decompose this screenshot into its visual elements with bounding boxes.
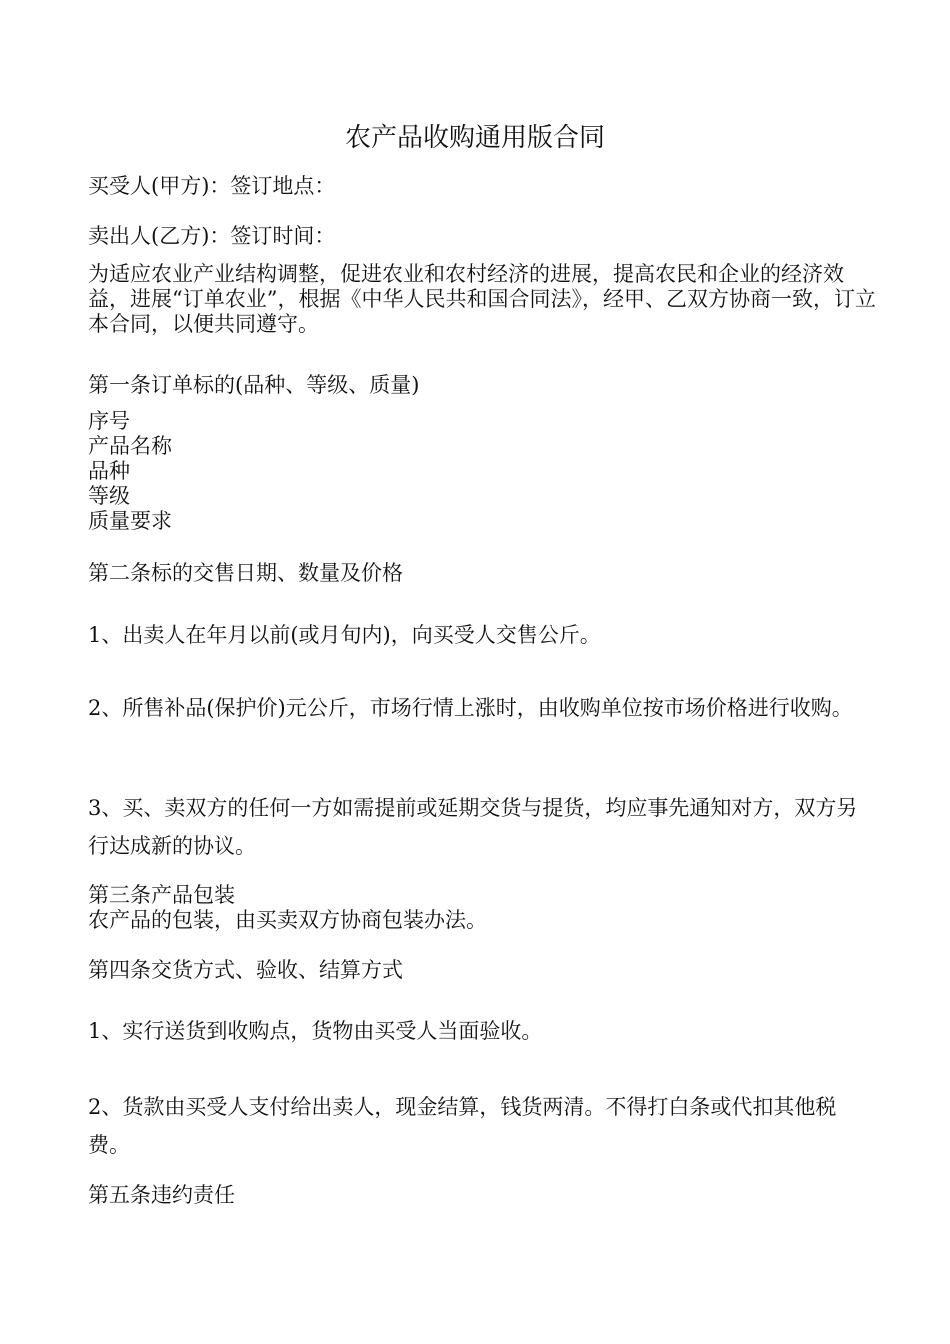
article2-item-1: 1、出卖人在年月以前(或月旬内)，向买受人交售公斤。 [88, 623, 601, 647]
article3-heading: 第三条产品包装 [88, 883, 235, 907]
document-title: 农产品收购通用版合同 [344, 123, 605, 153]
article2-item-2: 2、所售补品(保护价)元公斤，市场行情上涨时，由收购单位按市场价格进行收购。 [88, 696, 853, 720]
field-item-serial: 序号 [88, 409, 130, 433]
article2-heading: 第二条标的交售日期、数量及价格 [88, 561, 403, 585]
preamble-paragraph: 为适应农业产业结构调整，促进农业和农村经济的进展，提高农民和企业的经济效益，进展“订单农业”，根据《中华人民共和国合同法》，经甲、乙双方协商一致，订立本合同，以便共同遵守。 [88, 262, 876, 336]
article4-item-2: 2、货款由买受人支付给出卖人，现金结算，钱货两清。不得打白条或代扣其他税费。 [88, 1095, 837, 1157]
article1-field-list [88, 409, 172, 534]
article5-heading: 第五条违约责任 [88, 1183, 235, 1207]
article2-item-3: 3、买、卖双方的任何一方如需提前或延期交货与提货，均应事先通知对方，双方另行达成新的协议。 [88, 796, 858, 858]
field-item-grade: 等级 [88, 484, 130, 508]
article3-body: 农产品的包装，由买卖双方协商包装办法。 [88, 908, 487, 932]
seller-line: 卖出人(乙方)：签订时间： [88, 224, 336, 248]
article4-item-1: 1、实行送货到收购点，货物由买受人当面验收。 [88, 1019, 543, 1043]
field-item-product-name: 产品名称 [88, 434, 172, 458]
field-item-variety: 品种 [88, 459, 130, 483]
article4-heading: 第四条交货方式、验收、结算方式 [88, 958, 403, 982]
buyer-line: 买受人(甲方)：签订地点： [88, 174, 336, 198]
article1-heading: 第一条订单标的(品种、等级、质量) [88, 373, 420, 397]
field-item-quality: 质量要求 [88, 509, 172, 533]
